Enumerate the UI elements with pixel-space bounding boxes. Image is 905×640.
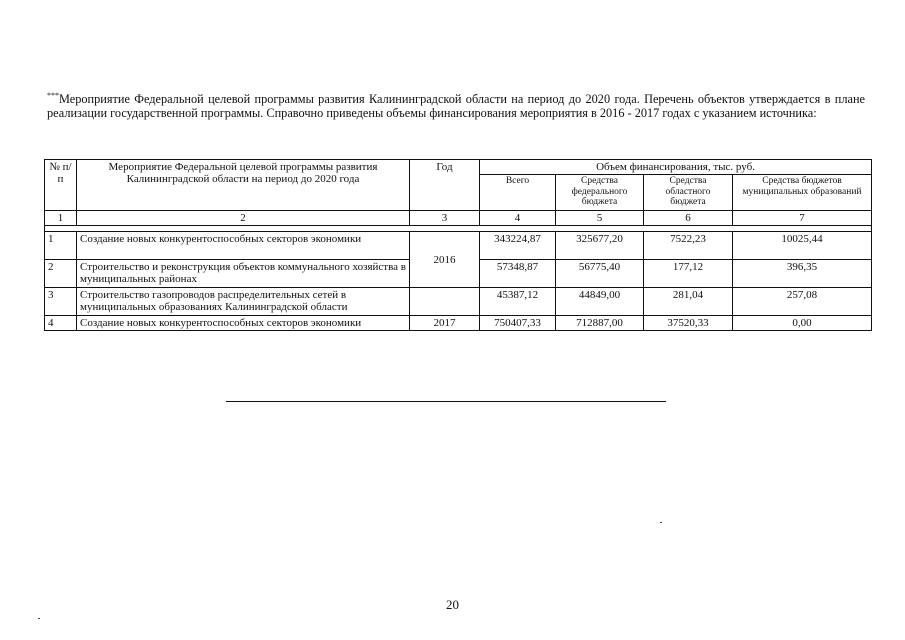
- row-municipal: 396,35: [733, 260, 872, 288]
- footnote-mark: ***: [47, 90, 59, 100]
- row-federal: 712887,00: [556, 316, 644, 331]
- row-num: 1: [45, 232, 77, 260]
- row-municipal: 257,08: [733, 288, 872, 316]
- scan-speck: [660, 522, 662, 523]
- row-federal: 56775,40: [556, 260, 644, 288]
- table-row: [45, 232, 872, 260]
- header-funding: Объем финансирования, тыс. руб.: [480, 160, 872, 175]
- header-federal: Средства федерального бюджета: [556, 175, 644, 211]
- row-total: 57348,87: [480, 260, 556, 288]
- funding-table: [44, 159, 872, 331]
- row-year: 2017: [410, 316, 480, 331]
- header-total: Всего: [480, 175, 556, 211]
- column-number-row: [45, 211, 872, 226]
- row-event: Создание новых конкурентоспособных секторов экономики: [77, 232, 410, 260]
- col-number: 6: [644, 211, 733, 226]
- page-number: 20: [446, 597, 459, 612]
- row-num: 2: [45, 260, 77, 288]
- footnote-body: Мероприятие Федеральной целевой программы развития Калининградской области на период до 2020 года. Перечень объектов утверждается в плане реализации государственной программы. Справочно приведены объемы финансирования мероприятия в 2016 - 2017 годах с указанием источника:: [47, 92, 865, 120]
- col-number: 2: [77, 211, 410, 226]
- col-number: 4: [480, 211, 556, 226]
- row-num: 3: [45, 288, 77, 316]
- row-regional: 177,12: [644, 260, 733, 288]
- row-regional: 7522,23: [644, 232, 733, 260]
- row-federal: 44849,00: [556, 288, 644, 316]
- table-row: [45, 316, 872, 331]
- row-num: 4: [45, 316, 77, 331]
- table-row: [45, 288, 872, 316]
- row-municipal: 0,00: [733, 316, 872, 331]
- col-number: 1: [45, 211, 77, 226]
- row-event: Создание новых конкурентоспособных секторов экономики: [77, 316, 410, 331]
- row-year: 2016: [410, 232, 480, 288]
- header-num: № п/п: [45, 160, 77, 211]
- scan-speck: [38, 618, 40, 619]
- header-regional: Средства областного бюджета: [644, 175, 733, 211]
- header-municipal: Средства бюджетов муниципальных образований: [733, 175, 872, 211]
- row-regional: 37520,33: [644, 316, 733, 331]
- footnote-text: [47, 92, 865, 120]
- row-total: 343224,87: [480, 232, 556, 260]
- row-year-empty: [410, 288, 480, 316]
- row-total: 750407,33: [480, 316, 556, 331]
- row-event: Строительство и реконструкция объектов коммунального хозяйства в муниципальных районах: [77, 260, 410, 288]
- horizontal-divider: [226, 401, 666, 402]
- col-number: 5: [556, 211, 644, 226]
- row-municipal: 10025,44: [733, 232, 872, 260]
- row-total: 45387,12: [480, 288, 556, 316]
- header-year: Год: [410, 160, 480, 211]
- header-event: Мероприятие Федеральной целевой программы развития Калининградской области на период до 2020 года: [77, 160, 410, 211]
- row-regional: 281,04: [644, 288, 733, 316]
- col-number: 7: [733, 211, 872, 226]
- header-row-1: [45, 160, 872, 175]
- row-federal: 325677,20: [556, 232, 644, 260]
- col-number: 3: [410, 211, 480, 226]
- row-event: Строительство газопроводов распределительных сетей в муниципальных образованиях Калининградской области: [77, 288, 410, 316]
